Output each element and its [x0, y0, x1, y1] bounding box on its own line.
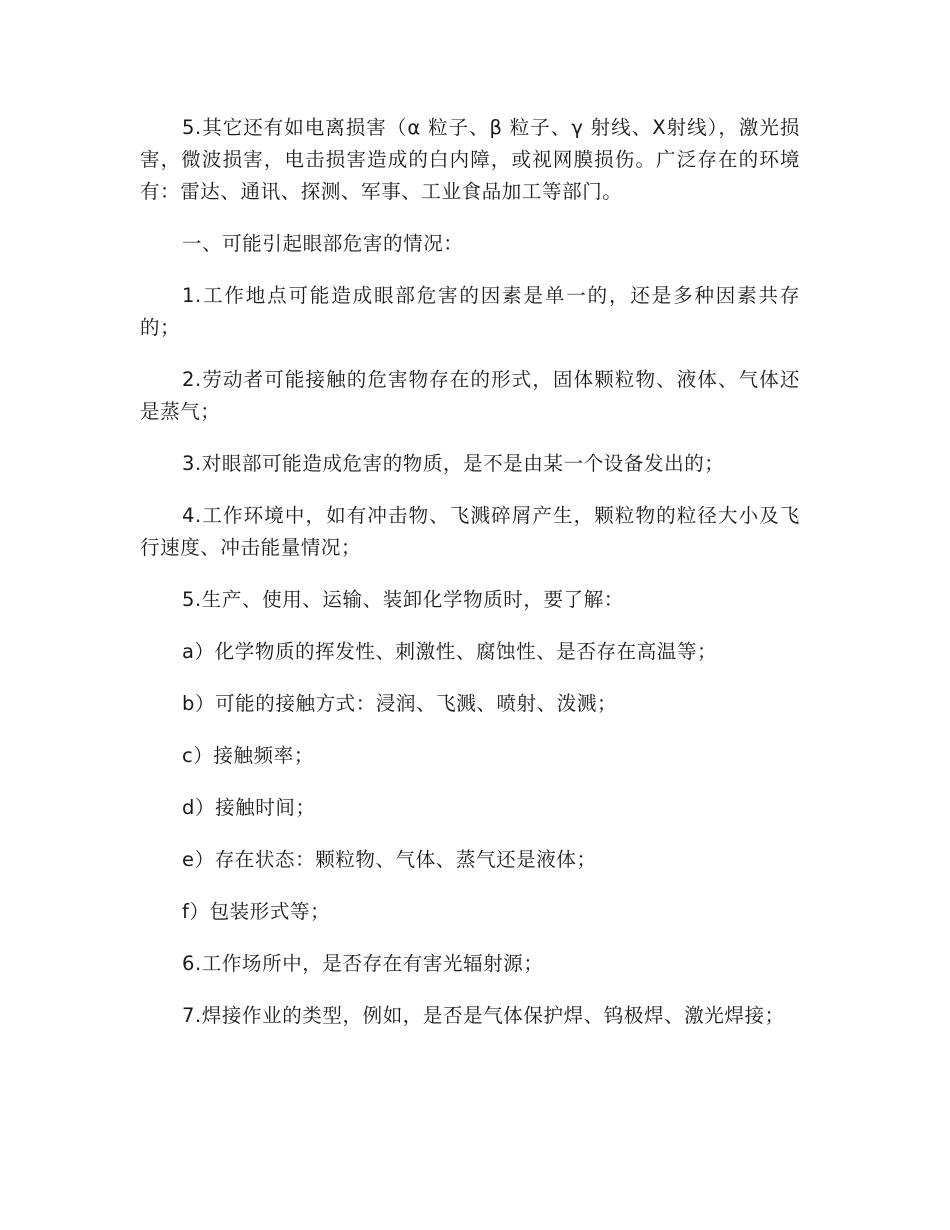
section-heading-eye-hazard: 一、可能引起眼部危害的情况： — [182, 232, 464, 255]
list-item-6: 6.工作场所中，是否存在有害光辐射源； — [182, 952, 544, 975]
list-item-5: 5.生产、使用、运输、装卸化学物质时，要了解： — [182, 588, 624, 611]
document-body — [140, 112, 800, 1052]
list-item-7: 7.焊接作业的类型，例如，是否是气体保护焊、钨极焊、激光焊接； — [182, 1004, 785, 1027]
sub-item-b: b）可能的接触方式：浸润、飞溅、喷射、泼溅； — [182, 692, 618, 715]
sub-item-e: e）存在状态：颗粒物、气体、蒸气还是液体； — [182, 848, 597, 871]
sub-item-a: a）化学物质的挥发性、刺激性、腐蚀性、是否存在高温等； — [182, 640, 718, 663]
list-item-3: 3.对眼部可能造成危害的物质，是不是由某一个设备发出的； — [182, 452, 725, 475]
sub-item-c: c）接触频率； — [182, 744, 314, 767]
list-item-1: 1.工作地点可能造成眼部危害的因素是单一的，还是多种因素共存的； — [140, 284, 800, 339]
sub-item-f: f）包装形式等； — [182, 900, 331, 923]
list-item-4: 4.工作环境中，如有冲击物、飞溅碎屑产生，颗粒物的粒径大小及飞行速度、冲击能量情况； — [140, 504, 800, 559]
paragraph-ionizing-damage: 5.其它还有如电离损害（α 粒子、β 粒子、γ 射线、X射线），激光损害，微波损害，电击损害造成的白内障，或视网膜损伤。广泛存在的环境有：雷达、通讯、探测、军事、工业食品加工等部门。 — [140, 116, 800, 203]
list-item-2: 2.劳动者可能接触的危害物存在的形式，固体颗粒物、液体、气体还是蒸气； — [140, 368, 800, 423]
sub-item-d: d）接触时间； — [182, 796, 316, 819]
